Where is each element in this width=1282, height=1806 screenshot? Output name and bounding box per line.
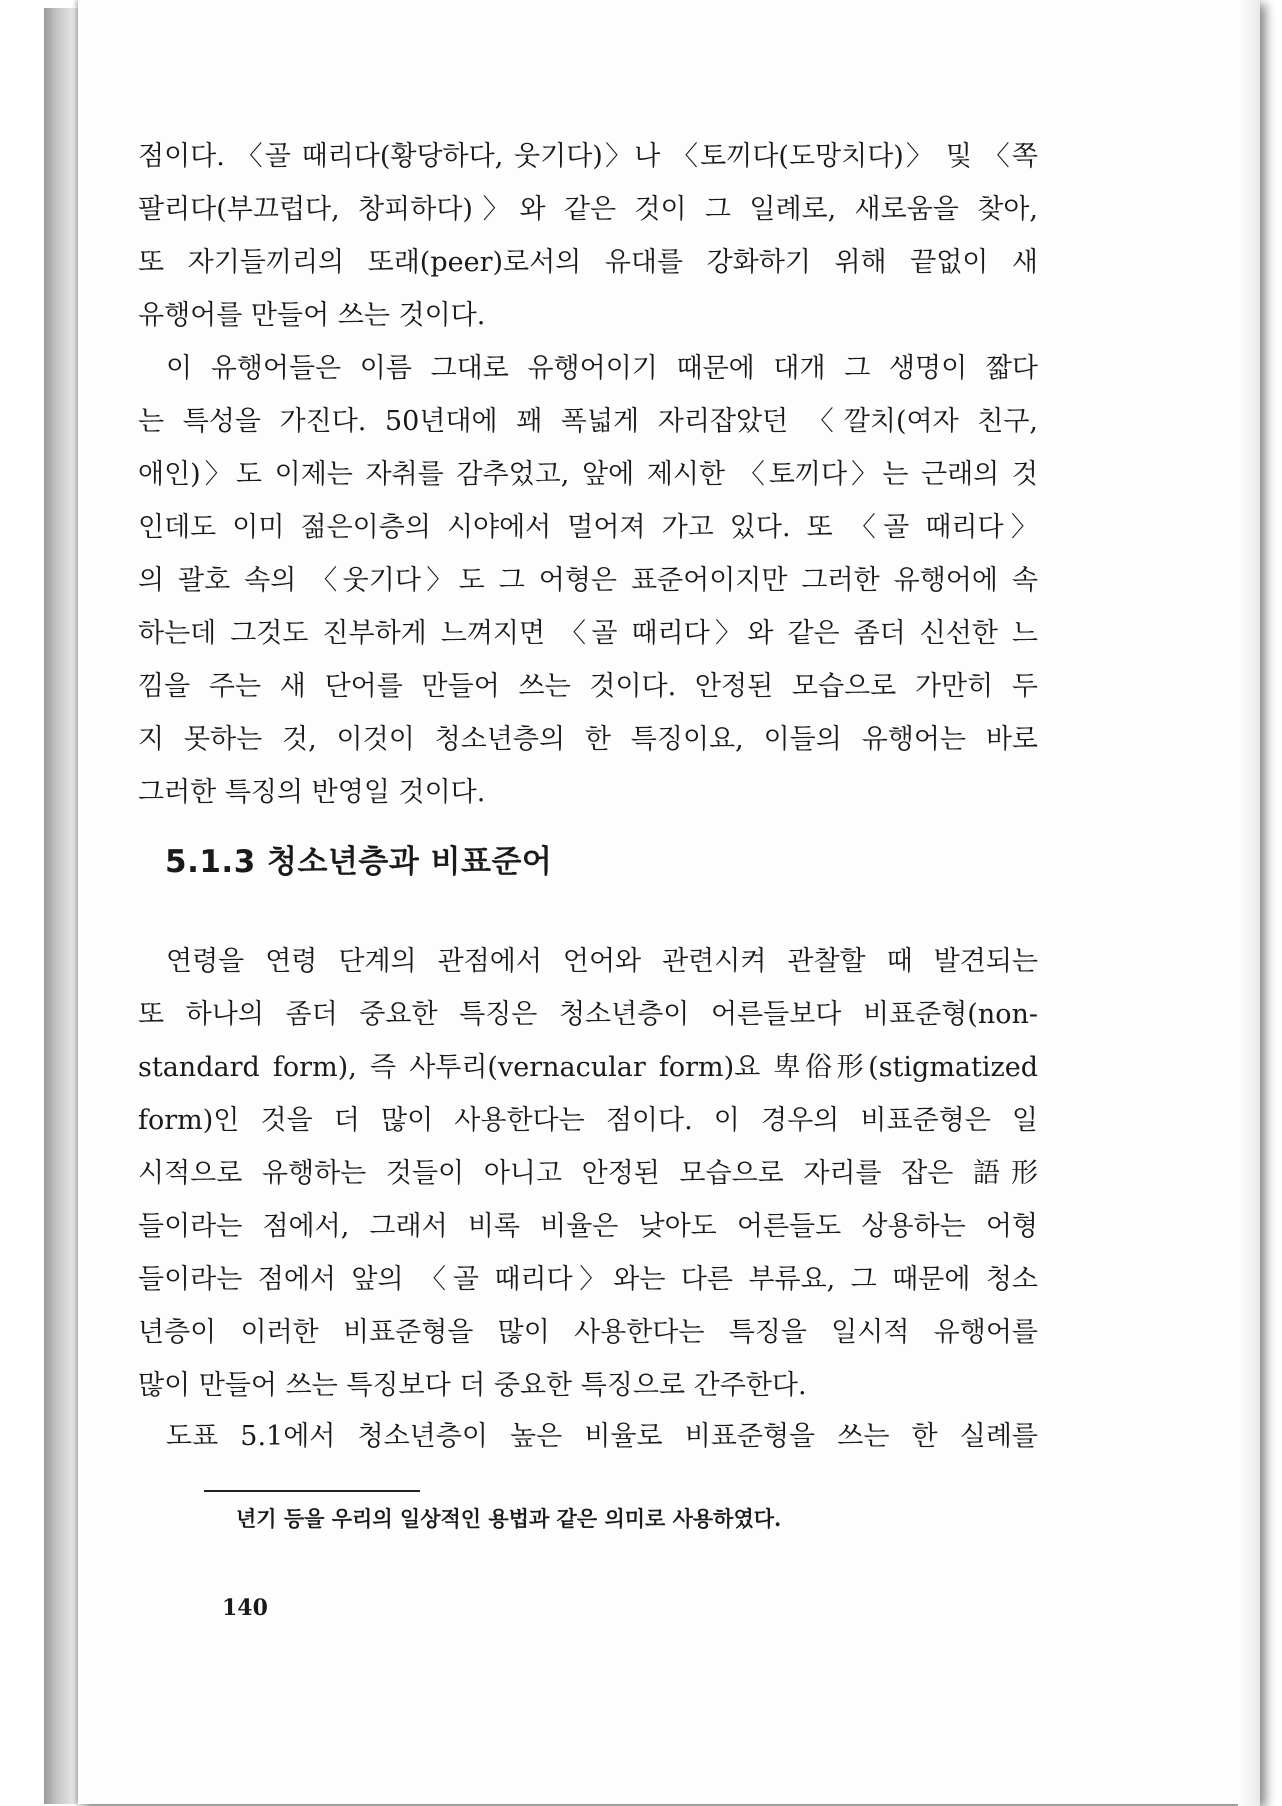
text-line: 많이 만들어 쓰는 특징보다 더 중요한 특징으로 간주한다.: [138, 1370, 807, 1401]
text-line: 애인)〉도 이제는 자취를 감추었고, 앞에 제시한 〈토끼다〉는 근래의 것: [138, 459, 1038, 490]
text-line: 년층이 이러한 비표준형을 많이 사용한다는 특징을 일시적 유행어를: [138, 1317, 1038, 1348]
text-line: 의 괄호 속의 〈웃기다〉도 그 어형은 표준어이지만 그러한 유행어에 속: [138, 565, 1038, 596]
text-line: 또 하나의 좀더 중요한 특징은 청소년층이 어른들보다 비표준형(non-: [138, 999, 1038, 1030]
text-line: 이 유행어들은 이름 그대로 유행어이기 때문에 대개 그 생명이 짧다: [166, 353, 1038, 384]
text-line: 유행어를 만들어 쓰는 것이다.: [138, 300, 486, 331]
text-line: 팔리다(부끄럽다, 창피하다)〉와 같은 것이 그 일례로, 새로움을 찾아,: [138, 194, 1038, 225]
text-line: 낌을 주는 새 단어를 만들어 쓰는 것이다. 안정된 모습으로 가만히 두: [138, 671, 1038, 702]
page-right-edge: [1238, 0, 1260, 1806]
text-line: 도표 5.1에서 청소년층이 높은 비율로 비표준형을 쓰는 한 실례를: [166, 1421, 1038, 1452]
text-line: 연령을 연령 단계의 관점에서 언어와 관련시켜 관찰할 때 발견되는: [166, 946, 1038, 977]
text-line: 는 특성을 가진다. 50년대에 꽤 폭넓게 자리잡았던 〈깔치(여자 친구,: [138, 406, 1038, 437]
page-number: 140: [222, 1595, 268, 1621]
text-line: 인데도 이미 젊은이층의 시야에서 멀어져 가고 있다. 또 〈골 때리다〉: [138, 512, 1038, 543]
text-line: standard form), 즉 사투리(vernacular form)요 卑俗形(stigmatized: [138, 1052, 1038, 1083]
text-line: 또 자기들끼리의 또래(peer)로서의 유대를 강화하기 위해 끝없이 새: [138, 247, 1038, 278]
text-line: 점이다. 〈골 때리다(황당하다, 웃기다)〉나 〈토끼다(도망치다)〉 및 〈쪽: [138, 141, 1038, 172]
text-line: 들이라는 점에서 앞의 〈골 때리다〉와는 다른 부류요, 그 때문에 청소: [138, 1264, 1038, 1295]
footnote-text: 년기 등을 우리의 일상적인 용법과 같은 의미로 사용하였다.: [236, 1506, 782, 1531]
text-line: 하는데 그것도 진부하게 느껴지면 〈골 때리다〉와 같은 좀더 신선한 느: [138, 618, 1038, 649]
text-line: form)인 것을 더 많이 사용한다는 점이다. 이 경우의 비표준형은 일: [138, 1105, 1038, 1136]
footnote-separator: [204, 1490, 420, 1492]
paragraph-nonstandard-forms: [138, 935, 1038, 1412]
text-line: 지 못하는 것, 이것이 청소년층의 한 특징이요, 이들의 유행어는 바로: [138, 724, 1038, 755]
paragraph-figure-reference: [138, 1410, 1038, 1463]
text-line: 들이라는 점에서, 그래서 비록 비율은 낮아도 어른들도 상용하는 어형: [138, 1211, 1038, 1242]
paragraph-continuation: [138, 130, 1038, 342]
text-line: 시적으로 유행하는 것들이 아니고 안정된 모습으로 자리를 잡은 語形: [138, 1158, 1038, 1189]
paragraph-trendy-words: [138, 342, 1038, 819]
section-heading: 5.1.3 청소년층과 비표준어: [165, 844, 553, 880]
text-line: 그러한 특징의 반영일 것이다.: [138, 777, 486, 808]
